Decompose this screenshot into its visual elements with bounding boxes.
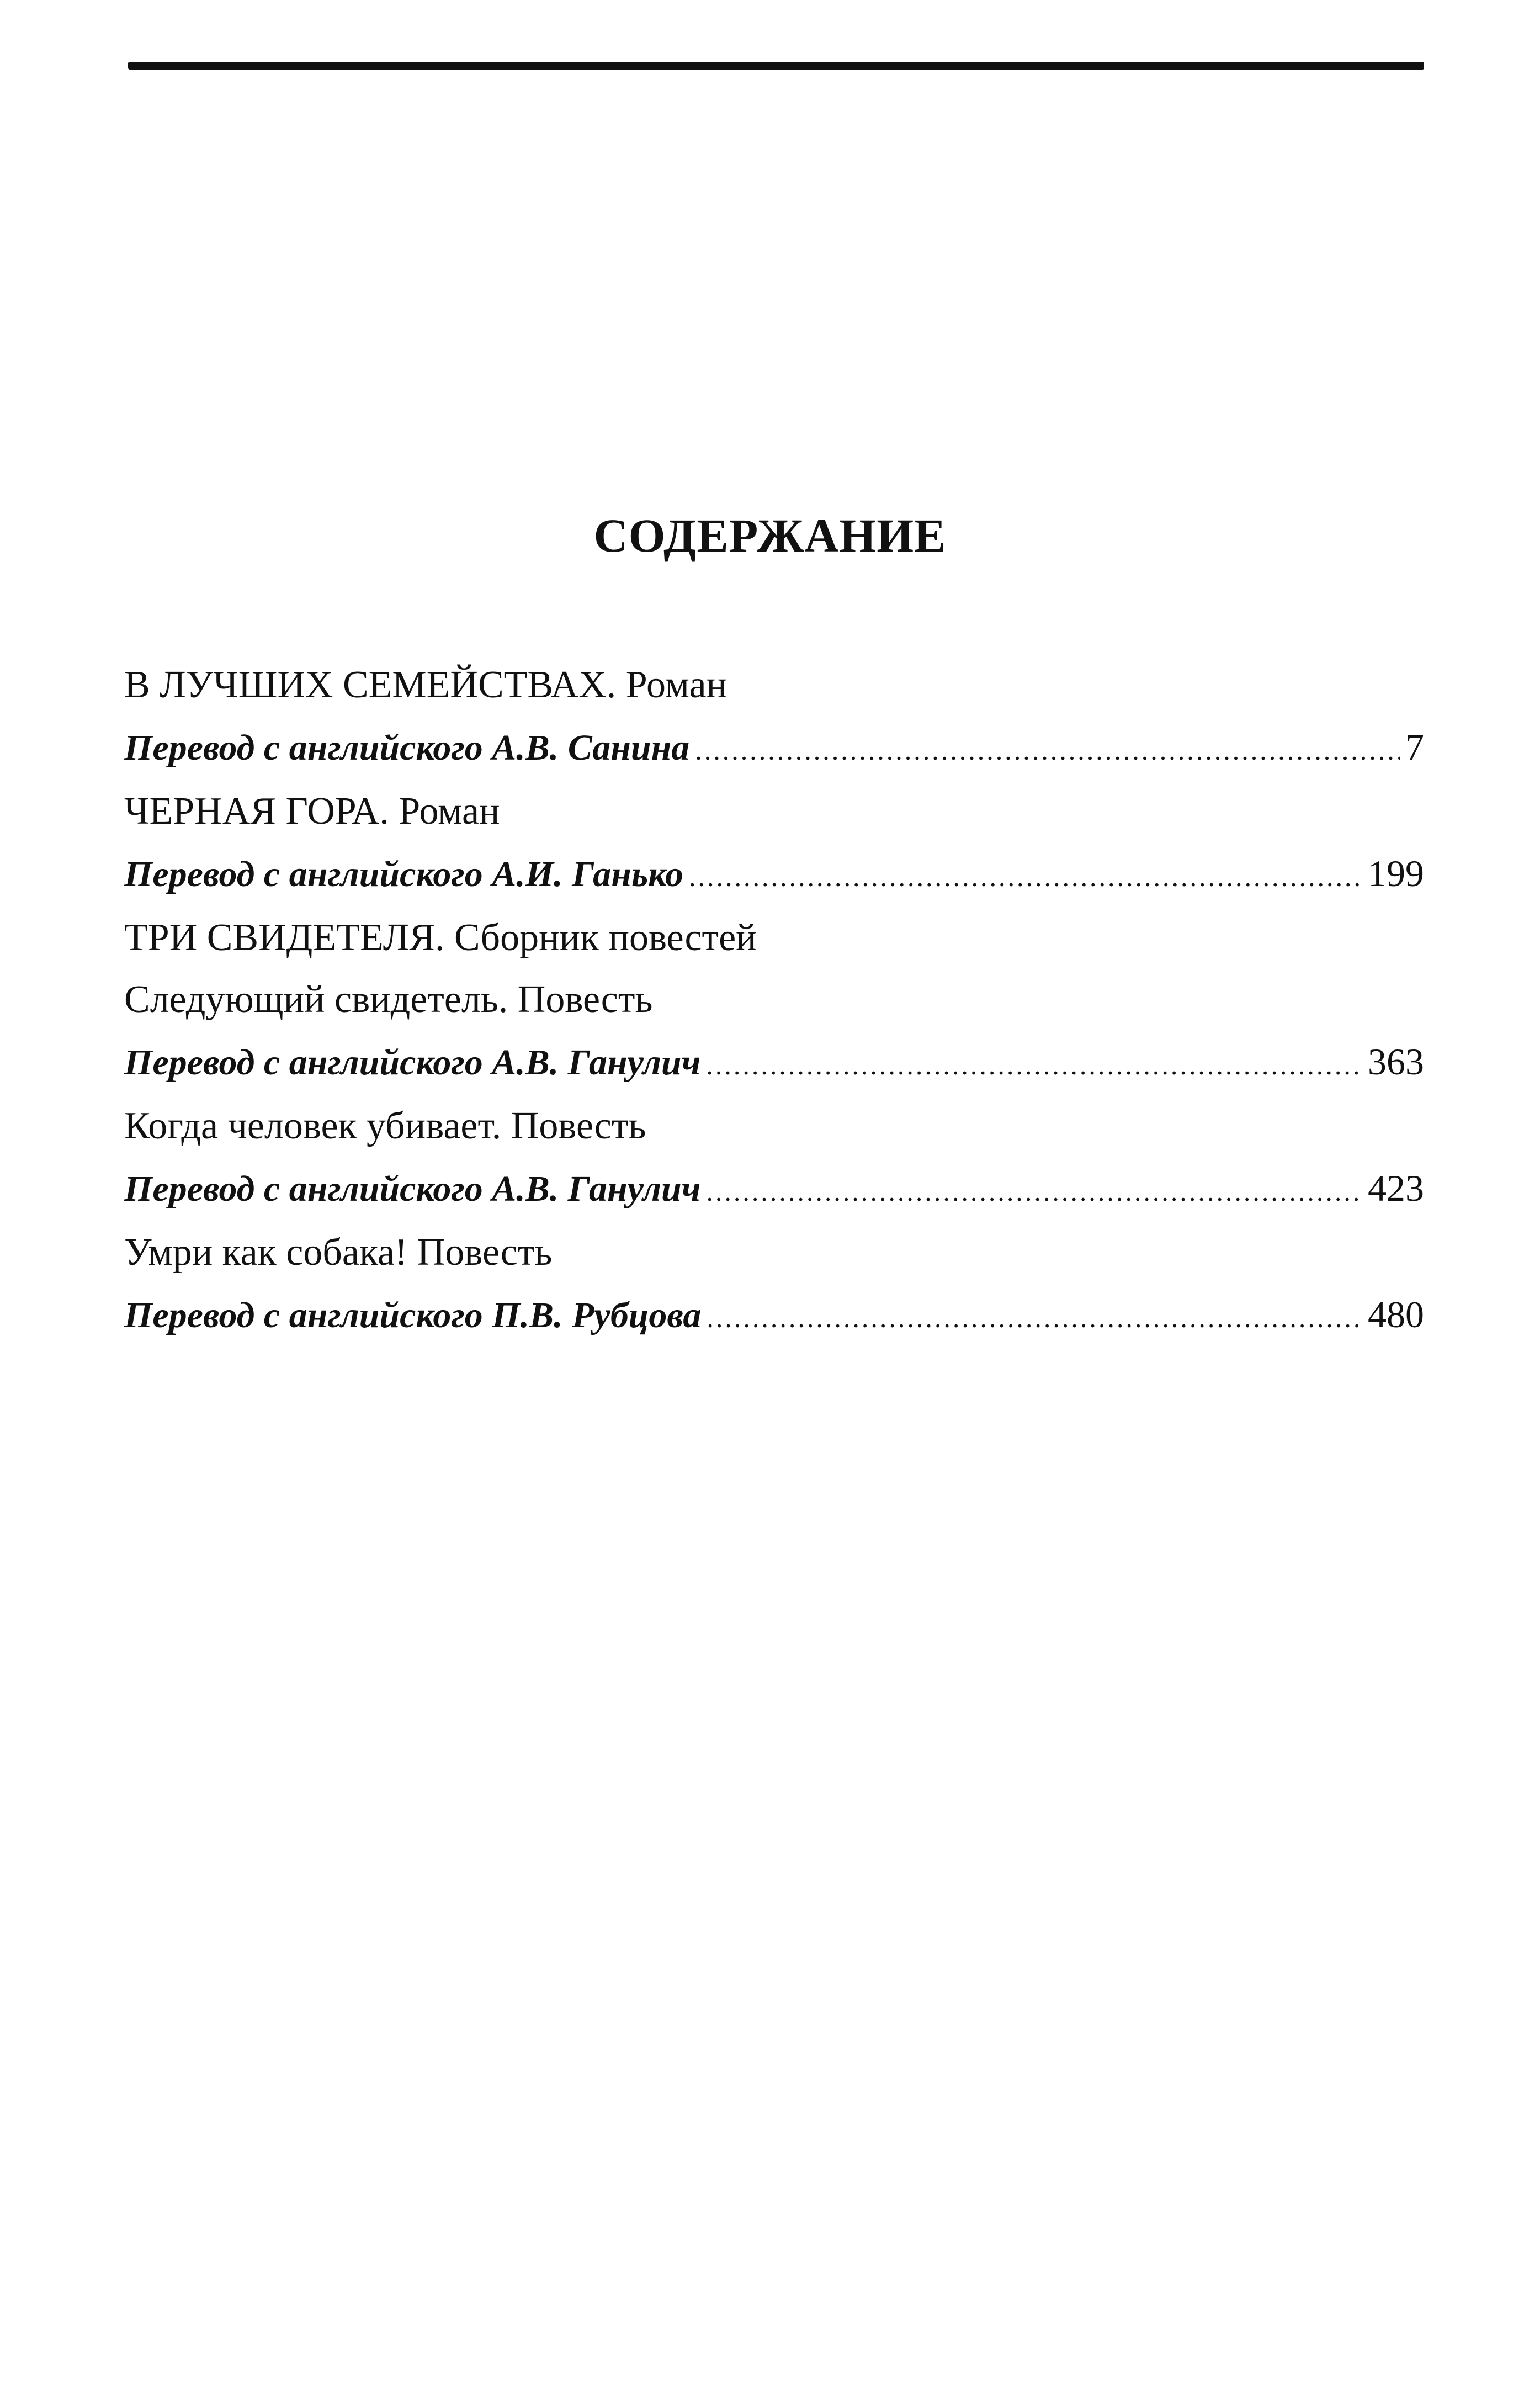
dot-leader bbox=[707, 1287, 1362, 1345]
page-title: СОДЕРЖАНИЕ bbox=[593, 509, 947, 562]
toc-entry-title: Когда человек убивает. Повесть bbox=[124, 1105, 646, 1147]
page-number: 363 bbox=[1368, 1041, 1424, 1083]
page-number: 480 bbox=[1368, 1294, 1424, 1335]
toc-entry-title: Следующий свидетель. Повесть bbox=[124, 978, 653, 1021]
page-number: 199 bbox=[1368, 852, 1424, 894]
toc-entry-translation bbox=[124, 1031, 1424, 1093]
toc-entry-translation bbox=[124, 716, 1424, 778]
toc-entry-translation bbox=[124, 1157, 1424, 1219]
dot-leader bbox=[706, 1160, 1362, 1219]
toc-entry-title: В ЛУЧШИХ СЕМЕЙСТВАХ. Роман bbox=[124, 664, 727, 706]
translator-credit: Перевод с английского А.В. Ганулич bbox=[124, 1042, 701, 1083]
dot-leader bbox=[689, 846, 1362, 904]
translator-credit: Перевод с английского А.В. Ганулич bbox=[124, 1169, 701, 1209]
toc-entry-title: ЧЕРНАЯ ГОРА. Роман bbox=[124, 790, 500, 833]
translator-credit: Перевод с английского П.В. Рубцова bbox=[124, 1295, 702, 1335]
toc-section-title: ТРИ СВИДЕТЕЛЯ. Сборник повестей bbox=[124, 916, 757, 959]
translator-credit: Перевод с английского А.В. Санина bbox=[124, 728, 690, 768]
toc-entry-title: Умри как собака! Повесть bbox=[124, 1231, 553, 1274]
dot-leader bbox=[695, 719, 1400, 778]
dot-leader bbox=[706, 1034, 1362, 1093]
page-number: 423 bbox=[1368, 1167, 1424, 1209]
toc-entry-translation bbox=[124, 1284, 1424, 1345]
translator-credit: Перевод с английского А.И. Ганько bbox=[124, 854, 684, 894]
toc-entry-translation bbox=[124, 842, 1424, 904]
table-of-contents bbox=[124, 654, 1424, 1345]
page-number: 7 bbox=[1405, 726, 1424, 768]
top-rule bbox=[128, 62, 1424, 70]
